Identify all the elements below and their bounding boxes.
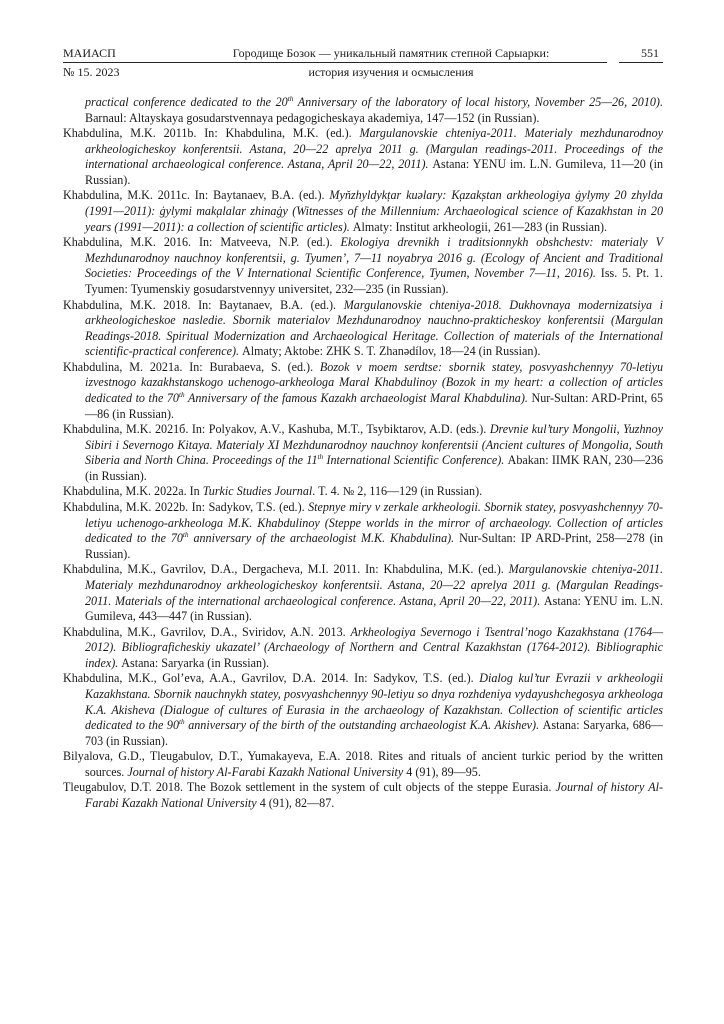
article-title-line1: Городище Бозок — уникальный памятник степной Сарыарки:	[232, 46, 550, 60]
header-sub-row	[63, 63, 663, 79]
reference-text-run: Turkic Studies Journal	[202, 484, 313, 499]
reference-text-run: Iss. 5. Pt. 1. Tyumen: Tyumenskiy gosudarstvennyy universitet, 232—235 (in Russian).	[85, 266, 663, 296]
reference-text-run: anniversary of the archaeologist M.K. Khabdulina).	[188, 531, 460, 546]
reference-text-run: Margulanovskie chteniya-2011. Materialy mezhdunarodnoy arkheologicheskoy konferentsii. Astana, 20—22 aprelya 2011 g. (Margulan readings-2011. Proceedings of the international archaeological conference. Astana, April 20—22, 2011).	[85, 126, 664, 172]
reference-entry	[63, 360, 663, 422]
reference-text-run: Anniversary of the laboratory of local history, November 25—26, 2010).	[293, 95, 663, 109]
page-header	[63, 46, 663, 79]
reference-text-run: Khabdulina, M.K., Gavrilov, D.A., Dergacheva, M.I. 2011. In: Khabdulina, M.K. (ed.).	[63, 562, 509, 577]
reference-text-run: . T. 4. № 2, 116—129 (in Russian).	[312, 484, 483, 499]
reference-text-run: Almaty; Aktobe: ZHK S. T. Zhanədílov, 18—24 (in Russian).	[242, 344, 541, 359]
reference-text-run: Astana: Saryarka (in Russian).	[121, 655, 270, 670]
reference-text-run: Journal of history Al-Farabi Kazakh National University	[85, 780, 664, 811]
reference-text-run: Drevnie kul’tury Mongolii, Yuzhnoy Sibiri i Severnogo Kitaya. Materialy XI Mezhdunarodnoy nauchnoy konferentsii (Ancient cultures of Mongolia, South Siberia and North China. Proceedings of the 11	[85, 422, 663, 468]
reference-text-run: Khabdulina, M.K. 2021б. In: Polyakov, A.V., Kashuba, M.T., Tsybiktarov, A.D. (eds.).	[63, 422, 490, 437]
reference-text-run: Stepnye miry v zerkale arkheologii. Sbornik statey, posvyashchennyy 70-letiyu uchenogo-arkheologa M.K. Khabdulinoy (Steppe worlds in the mirror of archaeology. Collection of articles dedicated to the 70	[85, 500, 663, 546]
reference-text-run: th	[317, 453, 324, 462]
reference-entry	[63, 235, 663, 297]
reference-text-run: 4 (91), 89—95.	[403, 764, 481, 779]
reference-text-run: Khabdulina, M.K. 2022a. In	[63, 484, 203, 499]
reference-text-run: Abakan: IIMK RAN, 230—236 (in Russian).	[85, 453, 664, 483]
header-spacer	[607, 65, 663, 79]
reference-text-run: Khabdulina, M.K. 2018. In: Baytanaev, B.A. (ed.).	[63, 297, 344, 312]
reference-text-run: Tleugabulov, D.T. 2018. The Bozok settlement in the system of cult objects of the steppe Eurasia.	[63, 780, 556, 795]
reference-text-run: Khabdulina, M.K. 2022b. In: Sadykov, T.S. (ed.).	[63, 500, 309, 515]
reference-text-run: th	[178, 390, 185, 399]
reference-entry	[63, 671, 663, 749]
reference-text-run: Journal of history Al-Farabi Kazakh National University	[127, 764, 404, 779]
reference-entry	[63, 500, 663, 562]
reference-text-run: Bozok v moem serdtse: sbornik statey, posvyashchennyy 70-letiyu izvestnogo kazakhstanskogo uchenogo-arkheologa Maral Khabdulinoy (Bozok in my heart: a collection of articles dedicated to the 70	[85, 359, 663, 405]
reference-text-run: Ekologiya drevnikh i traditsionnykh obshchestv: materialy V Mezhdunarodnoy nauchnoy konferentsii, g. Tyumen’, 7—11 noyabrya 2016 g. (Ecology of Ancient and Traditional Societies: Proceedings of the V International Scientific Conference, Tyumen, November 7—11, 2016).	[85, 235, 663, 281]
reference-entry	[63, 298, 663, 360]
reference-entry	[63, 625, 663, 672]
issue-number: № 15. 2023	[63, 65, 120, 79]
page-number: 551	[619, 46, 663, 63]
reference-entry	[63, 188, 663, 235]
reference-text-run: th	[182, 531, 189, 540]
reference-text-run: Khabdulina, M.K. 2011c. In: Baytanaev, B.A. (ed.).	[63, 188, 330, 203]
header-main-row	[63, 46, 607, 63]
reference-text-run: Khabdulina, M.K. 2016. In: Matveeva, N.P. (ed.).	[63, 235, 341, 250]
reference-text-run: Dialog kul’tur Evrazii v arkheologii Kazakhstana. Sbornik nauchnykh statey, posvyashchennyy 90-letiyu so dnya rozhdeniya vydayushchegosya arkheologa K.A. Akisheva (Dialogue of cultures of Eurasia in the archaeology of Kazakhstan. Collection of scientific articles dedicated to the 90	[85, 671, 663, 733]
reference-text-run: Barnaul: Altayskaya gosudarstvennaya pedagogicheskaya akademiya, 147—152 (in Russian).	[85, 110, 540, 125]
reference-text-run: th	[287, 94, 294, 103]
reference-text-run: Nur-Sultan: IP ARD-Print, 258—278 (in Russian).	[85, 531, 663, 561]
reference-text-run: Khabdulina, M. 2021a. In: Burabaeva, S. (ed.).	[63, 359, 320, 374]
reference-entry	[63, 95, 663, 126]
reference-text-run: Khabdulina, M.K., Gavrilov, D.A., Sviridov, A.N. 2013.	[63, 624, 351, 639]
reference-text-run: anniversary of the birth of the outstanding archaeologist K.A. Akishev).	[184, 718, 543, 733]
reference-text-run: Margulanovskie chteniya-2018. Dukhovnaya modernizatsiya i arkheologicheskoe nasledie. Sbornik materialov Mezhdunarodnoy nauchno-prakticheskoy konferentsii (Margulan Readings-2018. Spiritual Modernization and Archaeological Heritage. Collection of materials of the International scientific-practical conference).	[85, 297, 663, 359]
reference-text-run: Myňzhyldyk̦tar kuəlary: K̦azak̦stan arkheologiya ġylymy 20 zhylda (1991—2011): ġylymi mak̦alalar zhinaġy (Witnesses of the Millennium: Archaeological science of Kazakhstan in 20 years (1991—2011): a collection of scientific articles).	[85, 188, 663, 234]
reference-text-run: Astana: Saryarka, 686—703 (in Russian).	[85, 718, 663, 748]
reference-text-run: practical conference dedicated to the 20	[85, 95, 288, 109]
reference-text-run: Anniversary of the famous Kazakh archaeologist Maral Khabdulina).	[184, 390, 532, 405]
references-list	[63, 95, 663, 812]
reference-text-run: Astana: YENU im. L.N. Gumileva, 11—20 (in Russian).	[85, 157, 663, 187]
reference-entry	[63, 780, 663, 811]
reference-text-run: Khabdulina, M.K., Gol’eva, A.A., Gavrilov, D.A. 2014. In: Sadykov, T.S. (ed.).	[63, 671, 480, 686]
reference-text-run: Margulanovskie chteniya-2011. Materialy mezhdunarodnoy arkheologicheskoy konferentsii. Astana, 20—22 aprelya 2011 g. (Margulan Readings-2011. Materials of the international archaeological conference. Astana, April 20—22, 2011).	[85, 562, 663, 608]
reference-text-run: th	[179, 718, 185, 727]
journal-abbreviation: МАИАСП	[63, 46, 116, 60]
reference-text-run: Arkheologiya Severnogo i Tsentral’nogo Kazakhstana (1764—2012). Bibliograficheskiy ukazatel’ (Archaeology of Northern and Central Kazakhstan (1764-2012). Bibliographic index).	[85, 624, 664, 670]
reference-entry	[63, 126, 663, 188]
reference-text-run: Nur-Sultan: ARD-Print, 65—86 (in Russian).	[85, 390, 663, 421]
reference-text-run: International Scientific Conference).	[323, 453, 508, 468]
reference-text-run: 4 (91), 82—87.	[256, 796, 335, 811]
reference-entry	[63, 484, 663, 500]
reference-entry	[63, 422, 663, 484]
article-title-line2: история изучения и осмысления	[308, 65, 474, 79]
reference-text-run: Almaty: Institut arkheologii, 261—283 (in Russian).	[352, 219, 608, 234]
reference-text-run: Bilyalova, G.D., Tleugabulov, D.T., Yumakayeva, E.A. 2018. Rites and rituals of ancient turkic period by the written sources.	[63, 749, 663, 779]
reference-text-run: Astana: YENU im. L.N. Gumileva, 443—447 (in Russian).	[85, 593, 663, 624]
reference-entry	[63, 749, 663, 780]
reference-entry	[63, 562, 663, 624]
reference-text-run: Khabdulina, M.K. 2011b. In: Khabdulina, M.K. (ed.).	[63, 126, 360, 141]
